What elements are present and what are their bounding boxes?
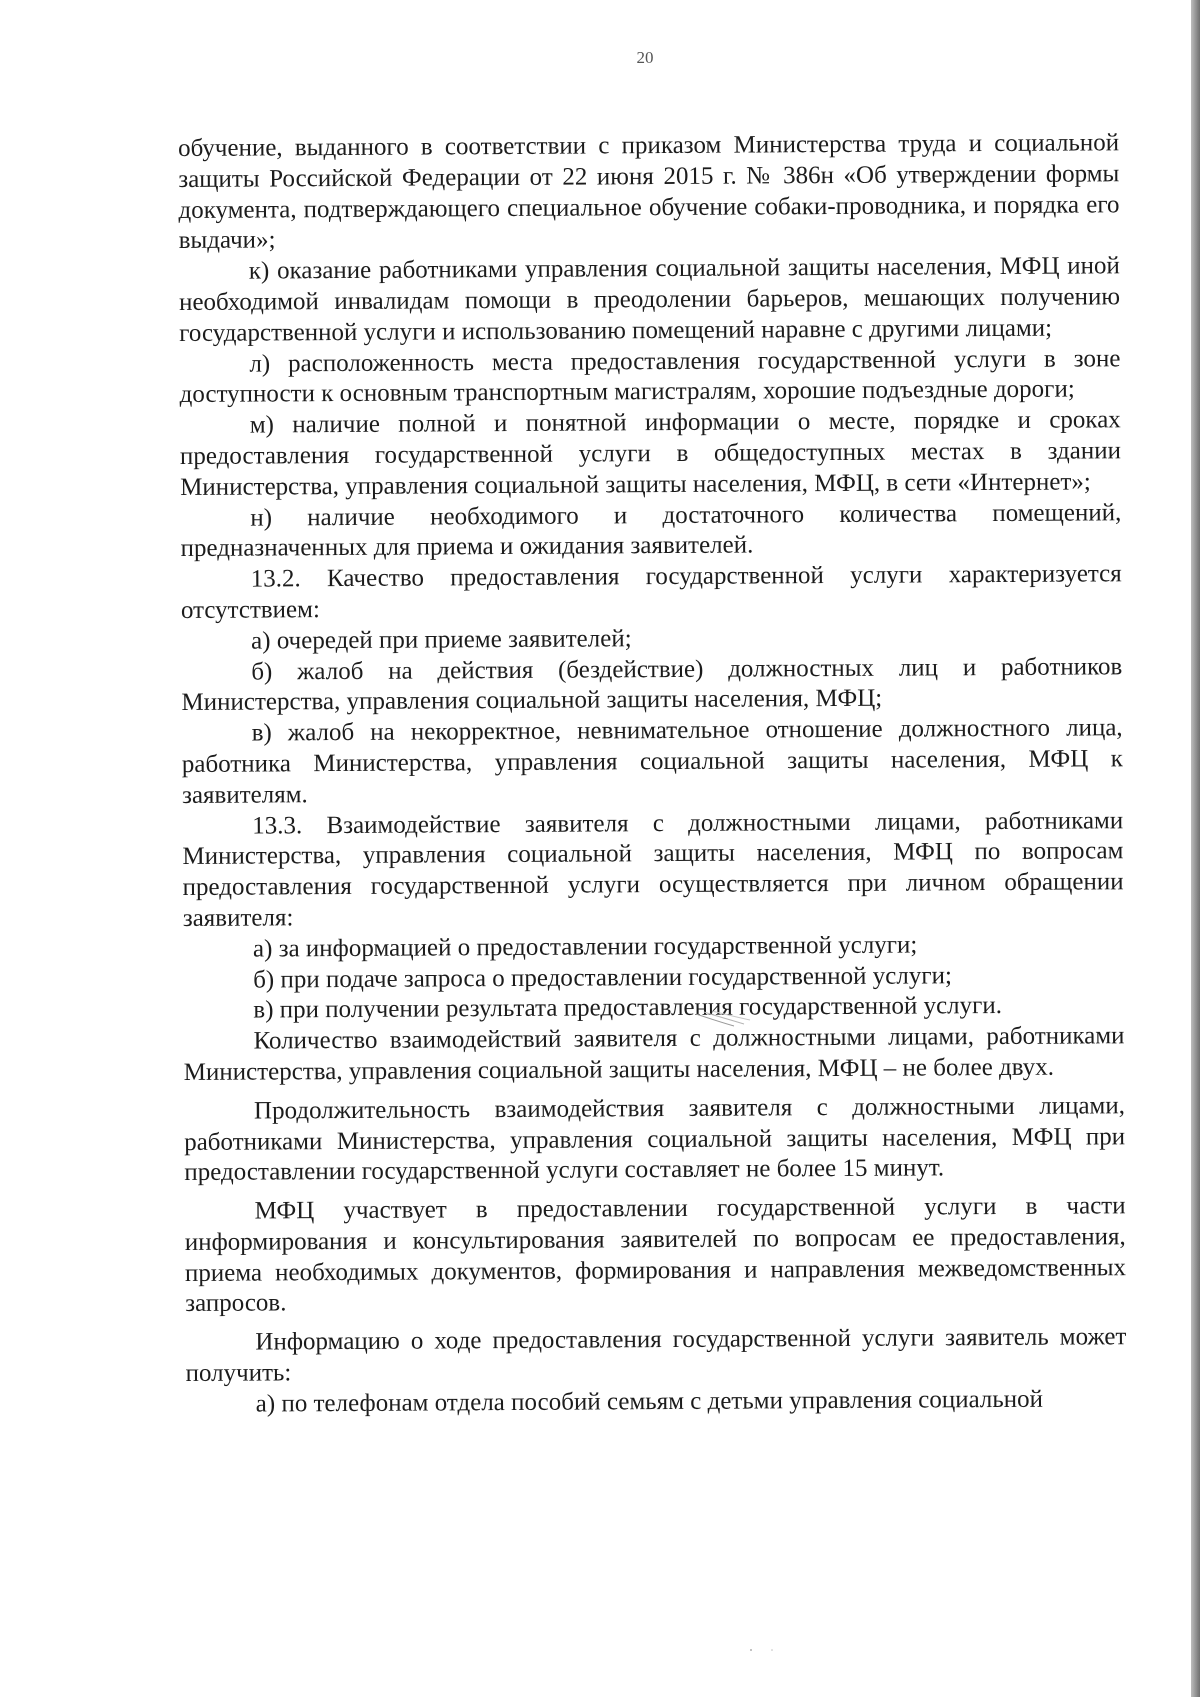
- paragraph-13-3-a: а) за информацией о предоставлении государственной услуги;: [252, 931, 918, 963]
- paragraph-13-2: 13.2. Качество предоставления государственной услуги характеризуется отсутствием:: [180, 560, 1122, 624]
- page-number: 20: [636, 48, 654, 67]
- paragraph-item-n: н) наличие необходимого и достаточного количества помещений, предназначенных для приема и ожидания заявителей.: [180, 498, 1122, 563]
- scan-edge-shadow: [1191, 0, 1200, 1697]
- paragraph-interaction-duration: Продолжительность взаимодействия заявителя с должностными лицами, работниками Министерства, управления социальной защиты населения, МФЦ при предоставлении государственной услуги составляет не более 15 минут.: [184, 1091, 1126, 1187]
- paragraph-13-2-a: а) очередей при приеме заявителей;: [251, 624, 632, 655]
- paragraph-13-2-v: в) жалоб на некорректное, невнимательное отношение должностного лица, работника Министерства, управления социальной защиты населения, МФЦ к заявителям.: [181, 714, 1123, 809]
- paragraph-13-2-b: б) жалоб на действия (бездействие) должностных лиц и работников Министерства, управления социальной защиты населения, МФЦ;: [181, 652, 1123, 717]
- paragraph-mfc-role: МФЦ участвует в предоставлении государственной услуги в части информирования и консультирования заявителей по вопросам ее предоставления, приема необходимых документов, формирования и направления межведомственных запросов.: [184, 1192, 1127, 1318]
- paragraph-13-3: 13.3. Взаимодействие заявителя с должностными лицами, работниками Министерства, управления социальной защиты населения, МФЦ по вопросам предоставления государственной услуги осуществляется при личном обращении заявителя:: [182, 806, 1124, 932]
- paragraph-item-m: м) наличие полной и понятной информации о месте, порядке и сроках предоставления государственной услуги в общедоступных местах в здании Министерства, управления социальной защиты населения, МФЦ, в сети «Интернет»;: [179, 406, 1122, 501]
- paragraph-13-3-b: б) при подаче запроса о предоставлении государственной услуги;: [253, 961, 953, 994]
- paragraph-item-k: к) оказание работниками управления социальной защиты населения, МФЦ иной необходимой инвалидам помощи в преодолении барьеров, мешающих получению государственной услуги и использованию помещений наравне с другими лицами;: [178, 252, 1121, 347]
- paragraph-progress-info: Информацию о ходе предоставления государственной услуги заявитель может получить:: [185, 1323, 1127, 1388]
- scan-dust: [748, 1648, 788, 1652]
- paragraph-continuation: обучение, выданного в соответствии с приказом Министерства труда и социальной защиты Российской Федерации от 22 июня 2015 г. № 386н «Об утверждении формы документа, подтверждающего специальное обучение собаки-проводника, и порядка его выдачи»;: [178, 129, 1120, 255]
- scan-artifact-mark: [694, 1010, 752, 1030]
- paragraph-item-l: л) расположенность места предоставления государственной услуги в зоне доступности к основным транспортным магистралям, хорошие подъездные дороги;: [179, 344, 1121, 409]
- paragraph-interaction-count: Количество взаимодействий заявителя с должностными лицами, работниками Министерства, управления социальной защиты населения, МФЦ – не более двух.: [183, 1022, 1125, 1086]
- paragraph-phone-item-a: а) по телефонам отдела пособий семьям с детьми управления социальной: [255, 1385, 1044, 1418]
- paragraph-13-3-v: в) при получении результата предоставления государственной услуги.: [253, 992, 1003, 1024]
- document-body: [178, 128, 1127, 1420]
